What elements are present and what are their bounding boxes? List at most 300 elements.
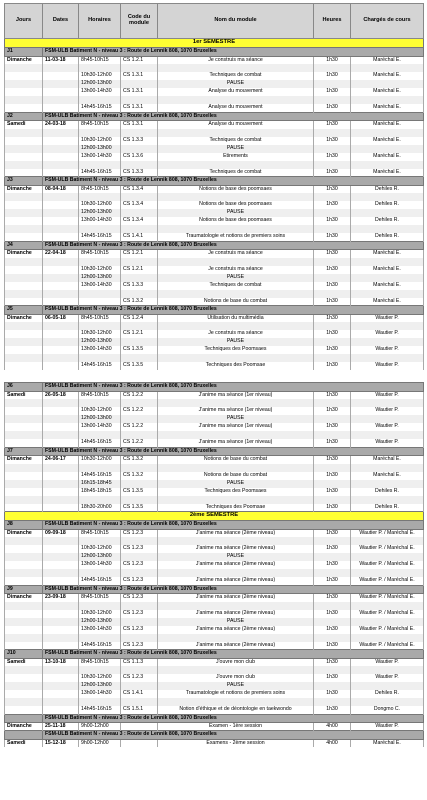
instructor-cell: Wautier P. [351,423,424,431]
location-label: FSM-ULB Batiment N - niveau 3 : Route de Lennik 808, 1070 Bruxelles [43,714,424,723]
col-header-dates: Dates [43,4,79,39]
day-cell [5,233,43,241]
date-cell [43,439,79,447]
instructor-cell: Dongmo C. [351,706,424,714]
hours-cell [314,496,351,504]
module-code-cell [121,80,158,88]
table-row [5,282,424,290]
module-code-cell: CS 1.3.4 [121,217,158,225]
week-header-row [5,585,424,594]
time-cell: 10h30-12h00 [79,674,121,682]
table-row [5,666,424,674]
table-row [5,322,424,330]
time-cell [79,161,121,169]
time-cell: 14h45-16h15 [79,169,121,177]
time-cell: 8h45-10h15 [79,529,121,537]
day-cell [5,423,43,431]
date-cell [43,537,79,545]
time-cell: 12h00-13h00 [79,274,121,282]
instructor-cell [351,129,424,137]
module-code-cell [121,431,158,439]
col-header-code: Code du module [121,4,158,39]
table-row [5,529,424,537]
hours-cell: 1h30 [314,674,351,682]
table-row [5,464,424,472]
date-cell [43,354,79,362]
instructor-cell [351,537,424,545]
hours-cell [314,464,351,472]
time-cell: 14h45-16h15 [79,642,121,650]
module-code-cell: CS 1.2.3 [121,529,158,537]
module-code-cell [121,618,158,626]
date-cell [43,225,79,233]
date-cell [43,399,79,407]
module-code-cell [121,602,158,610]
table-row [5,217,424,225]
day-cell [5,682,43,690]
date-cell: 24-03-18 [43,121,79,129]
instructor-cell [351,602,424,610]
module-name-cell: Analyse du mouvement [158,104,314,112]
time-cell [79,322,121,330]
hours-cell [314,682,351,690]
table-row [5,399,424,407]
instructor-cell: Dehiles R. [351,504,424,512]
module-name-cell: Notions de base des poomsaes [158,217,314,225]
date-cell [43,488,79,496]
schedule-sheet [4,3,423,747]
module-code-cell [121,258,158,266]
day-cell [5,88,43,96]
hours-cell [314,415,351,423]
module-name-cell: Etirements [158,153,314,161]
date-cell [43,610,79,618]
table-row [5,488,424,496]
instructor-cell [351,209,424,217]
date-cell: 09-09-18 [43,529,79,537]
hours-cell [314,569,351,577]
location-label: FSM-ULB Batiment N - niveau 3 : Route de Lennik 808, 1070 Bruxelles [43,177,424,186]
instructor-cell [351,682,424,690]
instructor-cell [351,354,424,362]
instructor-cell [351,258,424,266]
day-cell [5,504,43,512]
semester-label: 1er SEMESTRE [5,39,424,48]
date-cell [43,80,79,88]
date-cell [43,161,79,169]
col-header-horaires: Horaires [79,4,121,39]
date-cell [43,64,79,72]
instructor-cell [351,64,424,72]
hours-cell: 1h30 [314,504,351,512]
hours-cell [314,193,351,201]
schedule-table [4,3,424,747]
col-header-charges: Chargés de cours [351,4,424,39]
table-row [5,64,424,72]
table-row [5,314,424,322]
instructor-cell: Dehiles R. [351,233,424,241]
module-name-cell: Techniques des Poomsae [158,504,314,512]
module-code-cell [121,322,158,330]
module-name-cell [158,258,314,266]
table-row [5,602,424,610]
time-cell: 12h00-13h00 [79,553,121,561]
module-code-cell: CS 1.2.3 [121,674,158,682]
module-name-cell: Techniques des Poomsaes [158,346,314,354]
date-cell [43,545,79,553]
day-cell [5,362,43,370]
header-row [5,4,424,39]
day-cell: Dimanche [5,56,43,64]
hours-cell: 1h30 [314,185,351,193]
table-row [5,201,424,209]
time-cell: 14h45-16h15 [79,104,121,112]
time-cell: 13h00-14h30 [79,217,121,225]
hours-cell: 1h30 [314,266,351,274]
module-name-cell: J'anime ma séance (2ème niveau) [158,626,314,634]
module-code-cell: CS 1.2.3 [121,594,158,602]
time-cell: 12h00-13h00 [79,618,121,626]
hours-cell: 1h30 [314,330,351,338]
module-code-cell: CS 1.2.4 [121,314,158,322]
date-cell [43,137,79,145]
date-cell [43,88,79,96]
table-row [5,504,424,512]
date-cell [43,266,79,274]
table-row [5,690,424,698]
module-name-cell: Techniques des Poomsae [158,362,314,370]
hours-cell [314,666,351,674]
date-cell [43,233,79,241]
time-cell: 8h45-10h15 [79,121,121,129]
week-number [5,731,43,740]
table-row [5,439,424,447]
date-cell [43,674,79,682]
date-cell [43,464,79,472]
time-cell [79,399,121,407]
day-cell [5,346,43,354]
instructor-cell [351,193,424,201]
date-cell [43,282,79,290]
time-cell [79,537,121,545]
day-cell: Dimanche [5,185,43,193]
day-cell [5,642,43,650]
week-number: J7 [5,447,43,456]
table-row [5,391,424,399]
module-name-cell: Techniques de combat [158,72,314,80]
day-cell [5,496,43,504]
day-cell [5,553,43,561]
module-code-cell [121,553,158,561]
hours-cell: 1h30 [314,561,351,569]
time-cell [79,96,121,104]
day-cell [5,217,43,225]
instructor-cell: Maréchal E. [351,739,424,747]
module-name-cell: J'anime ma séance (1er niveau) [158,423,314,431]
module-name-cell: J'anime ma séance (2ème niveau) [158,642,314,650]
module-code-cell: CS 1.2.3 [121,545,158,553]
time-cell: 14h45-16h15 [79,472,121,480]
date-cell [43,193,79,201]
day-cell [5,577,43,585]
module-name-cell: Je construis ma séance [158,266,314,274]
date-cell [43,298,79,306]
time-cell: 8h45-10h15 [79,56,121,64]
table-row [5,290,424,298]
table-row [5,577,424,585]
instructor-cell [351,225,424,233]
module-name-cell [158,225,314,233]
hours-cell [314,354,351,362]
day-cell [5,201,43,209]
instructor-cell: Wautier P. / Maréchal E. [351,642,424,650]
module-name-cell [158,634,314,642]
hours-cell [314,80,351,88]
instructor-cell: Wautier P. / Maréchal E. [351,610,424,618]
hours-cell [314,553,351,561]
module-name-cell: Traumatologie et notions de premiers soins [158,690,314,698]
time-cell: 8h45-10h15 [79,594,121,602]
instructor-cell [351,338,424,346]
date-cell [43,577,79,585]
module-name-cell: Examens - 2ème session [158,739,314,747]
day-cell [5,472,43,480]
time-cell: 13h00-14h30 [79,346,121,354]
table-row [5,407,424,415]
day-cell [5,698,43,706]
hours-cell [314,290,351,298]
module-code-cell [121,634,158,642]
time-cell: 12h00-13h00 [79,682,121,690]
date-cell [43,642,79,650]
hours-cell [314,274,351,282]
instructor-cell: Wautier P. / Maréchal E. [351,577,424,585]
day-cell [5,266,43,274]
hours-cell: 1h30 [314,439,351,447]
instructor-cell [351,161,424,169]
time-cell [79,698,121,706]
module-name-cell [158,161,314,169]
module-code-cell: CS 1.2.1 [121,250,158,258]
week-number: J5 [5,306,43,315]
day-cell: Samedi [5,658,43,666]
module-code-cell [121,145,158,153]
week-number: J8 [5,521,43,530]
date-cell [43,96,79,104]
instructor-cell [351,274,424,282]
hours-cell: 1h30 [314,456,351,464]
module-code-cell: CS 1.2.3 [121,561,158,569]
time-cell: 10h30-12h00 [79,201,121,209]
date-cell [43,480,79,488]
table-row [5,537,424,545]
table-row [5,569,424,577]
day-cell [5,354,43,362]
instructor-cell: Wautier P. [351,314,424,322]
module-code-cell: CS 1.2.2 [121,391,158,399]
time-cell: 12h00-13h00 [79,80,121,88]
table-row [5,431,424,439]
hours-cell: 1h30 [314,610,351,618]
date-cell: 11-03-18 [43,56,79,64]
hours-cell: 1h30 [314,472,351,480]
day-cell: Samedi [5,121,43,129]
hours-cell [314,129,351,137]
table-row [5,258,424,266]
module-name-cell: J'ouvre mon club [158,658,314,666]
table-row [5,642,424,650]
time-cell: 8h45-10h15 [79,391,121,399]
time-cell [79,464,121,472]
time-cell: 12h00-13h00 [79,145,121,153]
module-name-cell: Notions de base des poomsaes [158,201,314,209]
time-cell: 13h00-14h30 [79,423,121,431]
day-cell: Dimanche [5,314,43,322]
time-cell: 9h00-12h00 [79,739,121,747]
hours-cell [314,480,351,488]
day-cell [5,338,43,346]
module-code-cell: CS 1.3.5 [121,488,158,496]
time-cell: 14h45-16h15 [79,577,121,585]
module-name-cell [158,290,314,298]
table-row [5,594,424,602]
module-code-cell: CS 1.2.1 [121,56,158,64]
hours-cell: 1h30 [314,121,351,129]
date-cell [43,634,79,642]
table-row [5,129,424,137]
time-cell: 10h30-12h00 [79,137,121,145]
instructor-cell: Wautier P. [351,658,424,666]
hours-cell [314,618,351,626]
date-cell [43,104,79,112]
hours-cell: 1h30 [314,104,351,112]
table-row [5,346,424,354]
module-name-cell: Notions de base des poomsaes [158,185,314,193]
table-row [5,545,424,553]
time-cell: 13h00-14h30 [79,282,121,290]
hours-cell [314,209,351,217]
module-name-cell: PAUSE [158,415,314,423]
module-code-cell: CS 1.3.4 [121,185,158,193]
module-code-cell [121,415,158,423]
table-row [5,415,424,423]
hours-cell [314,634,351,642]
time-cell: 13h00-14h30 [79,153,121,161]
day-cell [5,674,43,682]
time-cell [79,298,121,306]
week-number [5,714,43,723]
time-cell: 10h30-12h00 [79,407,121,415]
date-cell [43,407,79,415]
module-code-cell: CS 1.3.5 [121,346,158,354]
date-cell [43,666,79,674]
module-name-cell: Techniques de combat [158,282,314,290]
day-cell [5,282,43,290]
module-name-cell: PAUSE [158,682,314,690]
instructor-cell [351,290,424,298]
location-label: FSM-ULB Batiment N - niveau 3 : Route de Lennik 808, 1070 Bruxelles [43,241,424,250]
date-cell [43,290,79,298]
date-cell [43,698,79,706]
day-cell [5,488,43,496]
time-cell: 12h00-13h00 [79,415,121,423]
module-code-cell: CS 1.3.4 [121,201,158,209]
date-cell [43,169,79,177]
date-cell [43,472,79,480]
instructor-cell: Dehiles R. [351,217,424,225]
day-cell [5,274,43,282]
table-row [5,496,424,504]
day-cell [5,602,43,610]
hours-cell: 1h30 [314,626,351,634]
hours-cell [314,258,351,266]
location-label: FSM-ULB Batiment N - niveau 3 : Route de Lennik 808, 1070 Bruxelles [43,521,424,530]
module-name-cell: J'anime ma séance (2ème niveau) [158,577,314,585]
module-code-cell [121,537,158,545]
hours-cell [314,225,351,233]
hours-cell: 1h30 [314,362,351,370]
table-row [5,88,424,96]
instructor-cell [351,322,424,330]
instructor-cell [351,431,424,439]
time-cell [79,64,121,72]
day-cell [5,225,43,233]
table-row [5,209,424,217]
time-cell: 10h30-12h00 [79,266,121,274]
date-cell [43,618,79,626]
week-header-row [5,383,424,392]
module-name-cell [158,64,314,72]
instructor-cell: Maréchal E. [351,282,424,290]
hours-cell: 1h30 [314,217,351,225]
spacer-cell [5,370,424,383]
time-cell [79,129,121,137]
module-name-cell: J'anime ma séance (2ème niveau) [158,594,314,602]
location-label: FSM-ULB Batiment N - niveau 3 : Route de Lennik 808, 1070 Bruxelles [43,383,424,392]
day-cell [5,480,43,488]
day-cell [5,399,43,407]
week-header-row [5,650,424,659]
time-cell: 10h30-12h00 [79,545,121,553]
day-cell [5,290,43,298]
instructor-cell: Dehiles R. [351,690,424,698]
table-row [5,706,424,714]
day-cell [5,407,43,415]
module-name-cell [158,602,314,610]
instructor-cell: Maréchal E. [351,56,424,64]
date-cell: 24-06-17 [43,456,79,464]
table-row [5,480,424,488]
date-cell [43,561,79,569]
hours-cell [314,96,351,104]
module-name-cell [158,698,314,706]
table-row [5,169,424,177]
module-code-cell: CS 1.3.5 [121,362,158,370]
module-name-cell: J'anime ma séance (1er niveau) [158,391,314,399]
instructor-cell: Dehiles R. [351,185,424,193]
instructor-cell [351,496,424,504]
table-row [5,626,424,634]
instructor-cell: Wautier P. [351,674,424,682]
hours-cell: 1h30 [314,169,351,177]
module-name-cell [158,464,314,472]
module-name-cell: Notions de base du combat [158,472,314,480]
table-row [5,739,424,747]
hours-cell: 1h30 [314,391,351,399]
week-number: J9 [5,585,43,594]
time-cell: 8h45-10h15 [79,658,121,666]
time-cell: 14h45-16h15 [79,439,121,447]
